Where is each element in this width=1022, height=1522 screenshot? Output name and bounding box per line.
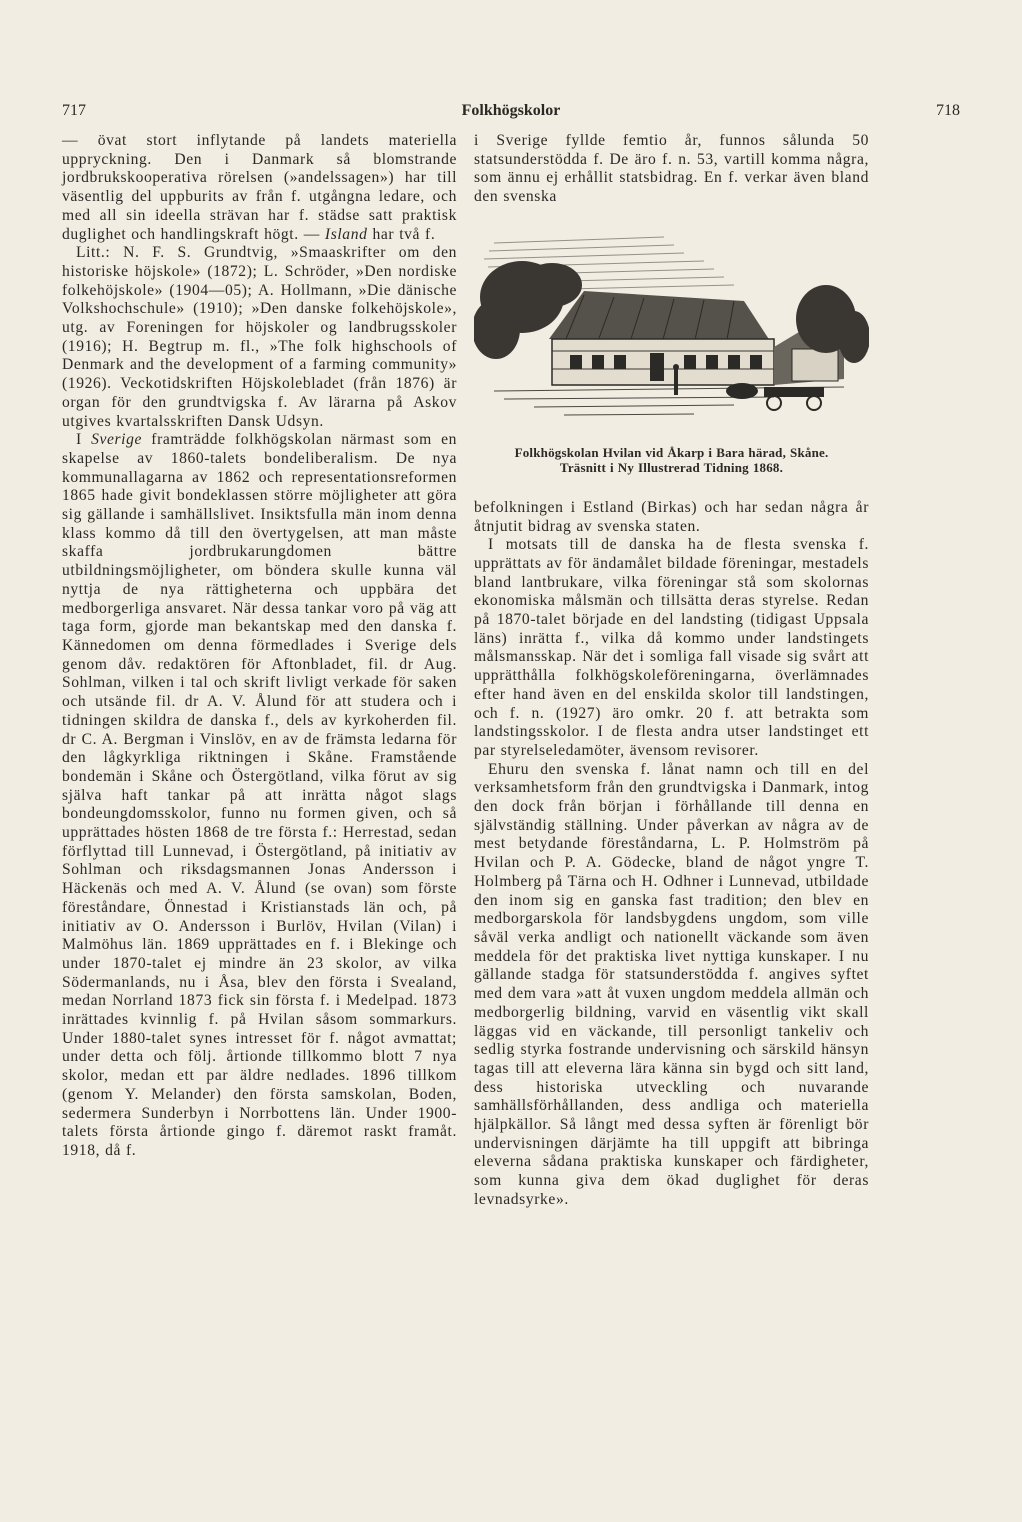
woodcut-illustration [474, 219, 869, 431]
caption-line: Folkhögskolan Hvilan vid Åkarp i Bara härad, Skåne. [514, 444, 829, 460]
right-column [474, 132, 869, 1210]
page-number-left: 717 [62, 102, 86, 119]
sverige-term: Sverige [91, 431, 143, 449]
paragraph: befolkningen i Estland (Birkas) och har sedan några år åtnjutit bidrag av svenska staten. [474, 498, 869, 535]
left-column [62, 132, 457, 1161]
running-header [62, 102, 960, 120]
island-term: Island [324, 225, 368, 243]
figure-caption [474, 445, 869, 475]
paragraph: I Sverige framträdde folkhögskolan närmast som en skapelse av 1860-talets bondeliberalism. De nya kommunallagarna av 1862 och representationsreformen 1865 hade givit bondeklassen större möjligheter att göra sig gällande i samhällslivet. Insiktsfulla män inom denna klass kommo då till den övertygelsen, att man måste skaffa jordbrukarungdomen bättre utbildningsmöjligheter, om böndera skulle kunna väl nyttja de nya rättigheterna och uppbära det medborgerliga ansvaret. När dessa tankar voro på väg att taga form, gjorde man bekantskap med den danska f. Kännedomen om denna förmedlades i Sverige dels genom dåv. redaktören för Aftonbladet, fil. dr Aug. Sohlman, vilken i tal och skrift livligt verkade för saken och utsände fil. dr A. V. Ålund för att studera och i tidningen skildra de danska f., dels av kyrkoherden fil. dr C. A. Bergman i Vinslöv, en av de främsta ledarna för den lågkyrkliga riktningen i Skåne. Framstående bondemän i Skåne och Östergötland, vilka förut av sig själva haft tankar på att inrätta något slags bondeungdomsskolor, funno nu formen given, och så upprättades hösten 1868 de tre första f.: Herrestad, sedan förflyttad till Lunnevad, i Östergötland, på initiativ av Sohlman och riksdagsmannen Jonas Andersson i Häckenäs och med A. V. Ålund (se ovan) som förste föreståndare, Önnestad i Kristianstads län och, på initiativ av O. Andersson i Burlöv, Hvilan (Vilan) i Malmöhus län. 1869 upprättades en f. i Blekinge och under 1870-talet ej mindre än 23 skolor, av vilka Södermanlands, nu i Åsa, blev den första i Svealand, medan Norrland 1873 fick sin första f. i Medelpad. 1873 inrättades kvinnlig f. på Hvilan såsom sommarkurs. Under 1880-talet synes intresset för f. något avmattat; under detta och följ. årtionde tillkommo blott 7 nya skolor, medan ett par äldre nedlades. 1896 tillkom (genom Y. Melander) den första samskolan, Boden, sedermera Sunderbyn i Norrbottens län. Under 1900-talets första årtionde gingo f. däremot raskt framåt. 1918, då f. [62, 431, 458, 1159]
page-number-right: 718 [936, 102, 960, 119]
caption-line: Träsnitt i Ny Illustrerad Tidning 1868. [559, 459, 784, 475]
literature-paragraph: Litt.: N. F. S. Grundtvig, »Smaaskrifter om den historiske höjskole» (1872); L. Schröder, »Den nordiske folkehöjskole» (1904—05); A. Hollmann, »Die dänische Volkshochschule» (1910); »Den danske folkehöjskole», utg. av Foreningen for höjskoler og landbrugsskoler (1916); H. Begtrup m. fl., »The folk highschools of Denmark and the development of a farming community» (1926). Veckotidskriften Höjskolebladet (från 1876) är organ för den grundtvigska f. Av lärarna på Askov utgives kvartalsskriften Dansk Udsyn. [62, 244, 457, 430]
running-title: Folkhögskolor [461, 102, 561, 119]
paragraph: i Sverige fyllde femtio år, funnos sålunda 50 statsunderstödda f. De äro f. n. 53, vartill komma några, som ännu ej erhållit statsbidrag. En f. verkar även bland den svenska [474, 132, 869, 206]
farmhouse-image [474, 219, 869, 431]
paragraph: I motsats till de danska ha de flesta svenska f. upprättats av för ändamålet bildade föreningar, mestadels bland lantbrukare, vilka föreningar stå som skolornas ekonomiska målsmän och tillsätta deras styrelse. Redan på 1870-talet började en del landsting (tidigast Uppsala läns) inrätta f., vilka då kommo under landstingets målsmansskap. När det i somliga fall visade sig svårt att upprätthålla folkhögskoleföreningarna, överlämnades efter hand även en del enskilda skolor till landstingen, och f. n. (1927) äro omkr. 20 f. att betrakta som landstingsskolor. I de flesta andra utser landstinget ett par styrelseledamöter, ävensom revisorer. [474, 536, 869, 759]
paragraph: Ehuru den svenska f. lånat namn och till en del verksamhetsform från den grundtvigska i Danmark, intog den dock från början i förhållande till denna en självständig ställning. Under påverkan av några av de mest betydande föreståndarna, L. P. Holmström på Hvilan och P. A. Gödecke, bland de något yngre T. Holmberg på Tärna och H. Odhner i Lunnevad, utbildade den inom sig en ganska fast tradition; den blev en medborgarskola för landsbygdens ungdom, som ville såväl verka andligt och nationellt väckande som även meddela för det praktiska livet nyttiga kunskaper. I nu gällande stadga för statsunderstödda f. angives syftet med dem vara »att åt vuxen ungdom meddela allmän och medborgerlig bildning, varvid en väsentlig vikt skall läggas vid en väckande, till personligt tankeliv och sedlig styrka fostrande undervisning och särskild hänsyn tagas till att eleverna lära känna sin bygd och sitt land, dess historiska utveckling och nuvarande samhällsförhållanden, dess andliga och materiella hjälpkällor. Så långt med dessa syften är förenligt bör undervisningen därjämte ha till uppgift att bibringa eleverna sådana praktiska kunskaper och färdigheter, som kunna giva dem ökad duglighet för deras levnadsyrke». [474, 760, 869, 1208]
paragraph: — övat stort inflytande på landets materiella uppryckning. Den i Danmark så blomstrande jordbrukskooperativa rörelsen (»andelssagen») har till väsentlig del uppburits av från f. utgångna ledare, och med all sin ideella strävan har f. städse satt praktisk duglighet och handlingskraft högt. — Island har två f. [62, 132, 457, 243]
